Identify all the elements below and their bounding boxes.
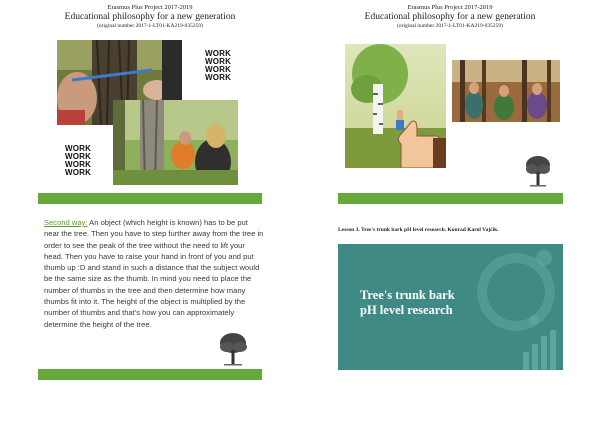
method-lead: Second way: [44, 218, 88, 227]
page-header-left [30, 4, 270, 30]
method-body: An object (which height is known) has to be put near the tree. Then you have to step further away from the tree in order to see the peak of the tree without the need to lift your head. Then you have to raise your hand in front of you and put thumb up :D and stand in such a distance that the subject would be the same size as the thumb. In mind you need to place the number of thumbs in the tree and then determine how many thumbs fit into it. The height of the object is multiplied by the number of thumbs and that's how you can approximately determine the height of the tree. [44, 218, 264, 329]
photo-group-forest [113, 100, 238, 185]
slide-title: Tree's trunk bark pH level research [360, 288, 455, 317]
original-number: (original number 2017-1-LT01-KA219-035259) [97, 23, 203, 29]
illustration-thumb-tree [345, 44, 446, 168]
lesson-caption: Lesson 3. Tree's trunk bark pH level research. Konrad Karol Vajčik. [338, 227, 499, 233]
work-block-bottom: WORK WORK WORK WORK [65, 144, 92, 177]
tree-icon [525, 155, 551, 187]
green-divider-left-bottom [38, 369, 262, 380]
tree-icon [218, 332, 248, 366]
photo-forest-group-right [452, 60, 560, 122]
project-line: Erasmus Plus Project 2017-2019 [107, 4, 193, 11]
slide-title-card [338, 244, 563, 370]
doc-title: Educational philosophy for a new generation [364, 12, 536, 22]
project-line: Erasmus Plus Project 2017-2019 [407, 4, 493, 11]
work-block-top: WORK WORK WORK WORK [205, 49, 232, 82]
doc-title: Educational philosophy for a new generation [64, 12, 236, 22]
green-divider-right [338, 193, 563, 204]
green-divider-left-top [38, 193, 262, 204]
page-header-right [330, 4, 570, 30]
method-description [44, 217, 264, 330]
original-number: (original number 2017-1-LT01-KA219-035259) [397, 23, 503, 29]
